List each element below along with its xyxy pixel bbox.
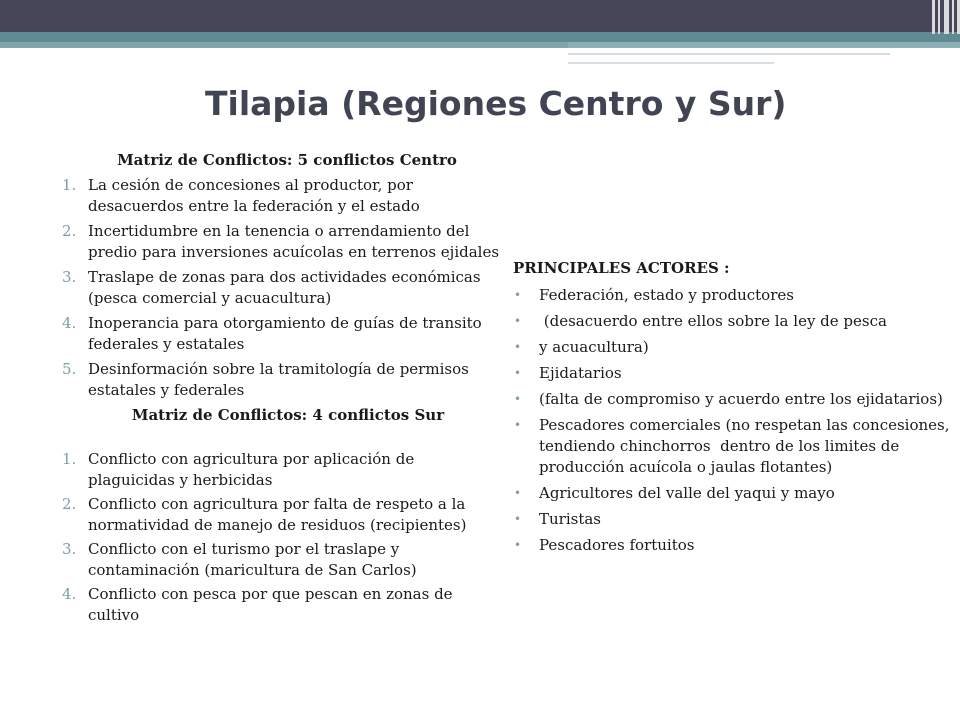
list-item: 1. Conflicto con agricultura por aplicación de plaguicidas y herbicidas	[62, 450, 415, 489]
list-item: • Ejidatarios	[514, 364, 622, 382]
bullet-icon: •	[514, 288, 522, 302]
header-bar	[0, 0, 960, 32]
list-item: • Turistas	[514, 510, 601, 528]
accent-line-gray	[568, 53, 890, 55]
list-item: • y acuacultura)	[514, 338, 649, 356]
list-item: • Federación, estado y productores	[514, 286, 794, 304]
actors-column	[513, 258, 953, 561]
centro-heading: Matriz de Conflictos: 5 conflictos Centro	[117, 151, 457, 169]
accent-line-gray-short	[568, 62, 774, 64]
centro-conflicts-list	[62, 175, 502, 401]
actors-list	[513, 285, 953, 556]
list-item: 2. Conflicto con agricultura por falta de respeto a la normatividad de manejo de residuos (recipientes)	[62, 495, 467, 534]
list-item: • (falta de compromiso y acuerdo entre los ejidatarios)	[514, 390, 943, 408]
bullet-icon: •	[514, 392, 522, 406]
sur-conflicts-list	[62, 449, 502, 626]
slide-title: Tilapia (Regiones Centro y Sur)	[205, 84, 787, 123]
sur-heading: Matriz de Conflictos: 4 conflictos Sur	[131, 406, 445, 424]
list-item: • Agricultores del valle del yaqui y mayo	[514, 484, 835, 502]
list-item: 2. Incertidumbre en la tenencia o arrendamiento del predio para inversiones acuícolas en terrenos ejidales	[62, 222, 500, 261]
accent-band	[0, 32, 960, 42]
list-item: • Pescadores comerciales (no respetan las concesiones, tendiendo chinchorros dentro de los limites de producción acuícola o jaulas flotantes)	[514, 416, 955, 476]
accent-band-lower-left	[0, 42, 568, 48]
bullet-icon: •	[514, 486, 522, 500]
corner-stripes-decoration	[930, 0, 960, 34]
list-item: 3. Traslape de zonas para dos actividades económicas (pesca comercial y acuacultura)	[62, 268, 481, 307]
list-item: 5. Desinformación sobre la tramitología de permisos estatales y federales	[62, 360, 469, 399]
list-item: 3. Conflicto con el turismo por el traslape y contaminación (maricultura de San Carlos)	[62, 540, 417, 579]
bullet-icon: •	[514, 418, 522, 432]
bullet-icon: •	[514, 340, 522, 354]
list-item: 1. La cesión de concesiones al productor, por desacuerdos entre la federación y el estado	[62, 176, 420, 215]
list-item: • (desacuerdo entre ellos sobre la ley de pesca	[514, 312, 887, 330]
bullet-icon: •	[514, 366, 522, 380]
list-item: • Pescadores fortuitos	[514, 536, 695, 554]
actors-heading: PRINCIPALES ACTORES :	[513, 259, 730, 277]
list-item: 4. Conflicto con pesca por que pescan en zonas de cultivo	[62, 585, 453, 624]
list-item: 4. Inoperancia para otorgamiento de guías de transito federales y estatales	[62, 314, 482, 353]
bullet-icon: •	[514, 314, 522, 328]
accent-band-lower-right	[568, 42, 960, 48]
conflicts-column	[62, 150, 502, 629]
bullet-icon: •	[514, 538, 522, 552]
bullet-icon: •	[514, 512, 522, 526]
